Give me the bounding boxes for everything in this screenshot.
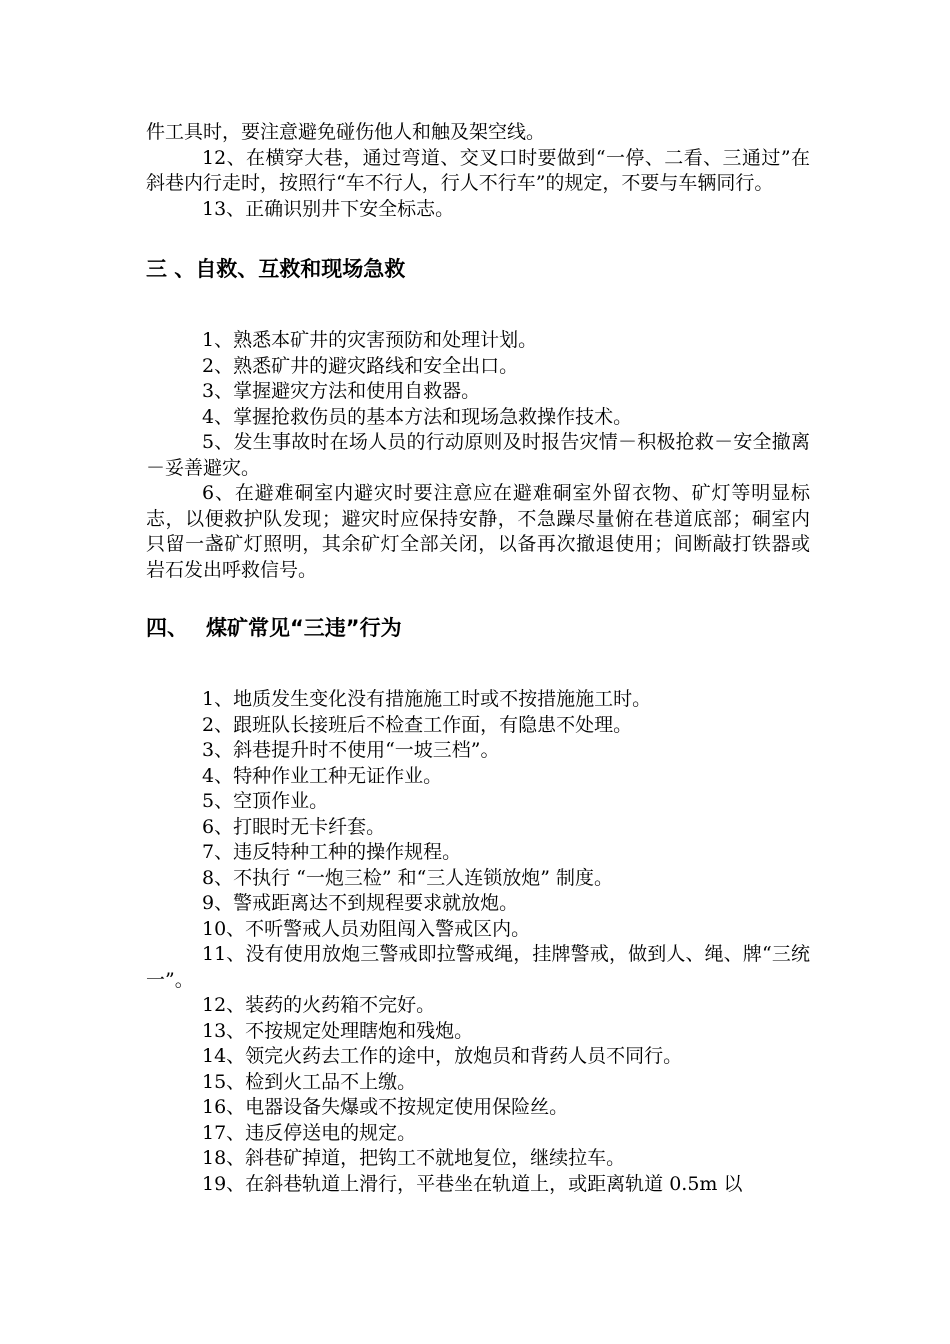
paragraph-continued: 件工具时，要注意避免碰伤他人和触及架空线。 [146,121,546,143]
list-item: 4、掌握抢救伤员的基本方法和现场急救操作技术。 [202,405,633,428]
section-title: 自救、互救和现场急救 [195,257,406,281]
section-heading-4 [146,613,810,643]
list-item: 14、领完火药去工作的途中，放炮员和背药人员不同行。 [202,1045,683,1067]
list-item: 10、不听警戒人员劝阻闯入警戒区内。 [202,917,531,940]
section-number: 三 、 [146,257,196,281]
list-item: 13、不按规定处理瞎炮和残炮。 [202,1019,474,1042]
list-item: 1、熟悉本矿井的灾害预防和处理计划。 [202,329,538,351]
section-title: 煤矿常见“三违”行为 [206,616,402,640]
list-item: 6、在避难硐室内避灾时要注意应在避难硐室外留衣物、矿灯等明显标志，以便救护队发现；避灾时应保持安静，不急躁尽量俯在巷道底部；硐室内只留一盏矿灯照明，其余矿灯全部关闭，以备再次撤退使用；间断敲打铁器或岩石发出呼救信号。 [146,482,810,581]
spacer [146,583,810,613]
list-item: 15、检到火工品不上缴。 [202,1070,417,1093]
section-heading-3 [146,254,810,284]
list-item: 16、电器设备失爆或不按规定使用保险丝。 [202,1096,569,1118]
list-item: 4、特种作业工种无证作业。 [202,764,443,787]
section-number: 四、 [146,616,188,640]
list-item: 19、在斜巷轨道上滑行，平巷坐在轨道上，或距离轨道 0.5m 以 [202,1172,743,1195]
spacer [146,222,810,254]
list-item: 8、不执行 “一炮三检” 和“三人连锁放炮” 制度。 [202,866,614,889]
spacer [146,643,810,687]
list-item: 7、违反特种工种的操作规程。 [202,841,462,863]
list-item: 3、掌握避灾方法和使用自救器。 [202,380,481,402]
list-item: 6、打眼时无卡纤套。 [202,815,386,838]
list-item: 3、斜巷提升时不使用“一坡三档”。 [202,739,500,761]
list-item: 18、斜巷矿掉道，把钩工不就地复位，继续拉车。 [202,1147,626,1169]
paragraph-item-12: 12、在横穿大巷，通过弯道、交叉口时要做到“一停、二看、三通过”在斜巷内行走时，按照行“车不行人，行人不行车”的规定，不要与车辆同行。 [146,146,810,194]
list-item: 2、跟班队长接班后不检查工作面，有隐患不处理。 [202,713,633,736]
list-item: 11、没有使用放炮三警戒即拉警戒绳，挂牌警戒，做到人、绳、牌“三统一”。 [146,943,810,991]
document-page [146,120,810,1197]
list-item: 5、空顶作业。 [202,790,329,812]
list-item: 5、发生事故时在场人员的行动原则及时报告灾情－积极抢救－安全撤离－妥善避灾。 [146,431,810,479]
spacer [146,284,810,328]
paragraph-item-13: 13、正确识别井下安全标志。 [202,197,455,220]
list-item: 2、熟悉矿井的避灾路线和安全出口。 [202,354,519,377]
list-item: 17、违反停送电的规定。 [202,1121,417,1144]
list-item: 12、装药的火药箱不完好。 [202,994,436,1016]
list-item: 1、地质发生变化没有措施施工时或不按措施施工时。 [202,688,652,710]
list-item: 9、警戒距离达不到规程要求就放炮。 [202,892,519,914]
